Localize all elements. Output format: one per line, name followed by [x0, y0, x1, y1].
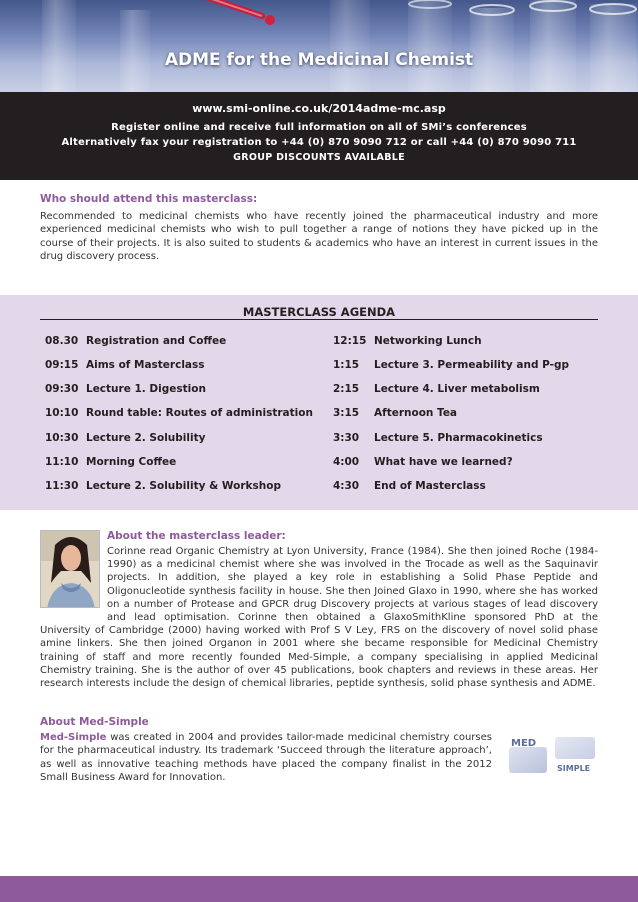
agenda-item: Lecture 2. Solubility	[86, 432, 206, 444]
agenda-item: Registration and Coffee	[86, 335, 227, 347]
agenda-item: Afternoon Tea	[374, 407, 458, 419]
agenda-item: Morning Coffee	[86, 456, 177, 468]
company-name: Med-Simple	[40, 732, 107, 743]
agenda-time: 3:15	[333, 407, 360, 419]
agenda-divider	[40, 319, 598, 320]
agenda-item: Aims of Masterclass	[86, 359, 205, 371]
leader-bio-line: Corinne read Organic Chemistry at Lyon University, France (1984). She then joined Roche (1984-	[107, 546, 598, 557]
leader-bio-line: Oligonucleotide synthesis facility in house. She then Joined Glaxo in 1990, where she has worked	[107, 585, 598, 597]
agenda-time: 11:10	[45, 456, 79, 468]
group-discounts-line: GROUP DISCOUNTS AVAILABLE	[233, 152, 405, 163]
leader-bio-line: projects. In addition, she played a key role in establishing a Solid Phase Peptide and	[107, 572, 598, 584]
agenda-time: 12:15	[333, 335, 367, 347]
company-description: was created in 2004 and provides tailor-made medicinal chemistry courses for the pharmaceutical industry. Its trademark ‘Succeed through the literature approach’, as well as innovative teaching methods have placed the company finalist in the 2012 Small Business Award for Innovation.	[40, 732, 492, 783]
svg-text:SIMPLE: SIMPLE	[557, 764, 591, 773]
hero-banner	[0, 0, 638, 92]
agenda-time: 2:15	[333, 383, 360, 395]
leader-bio-line: University of Cambridge (2000) having worked with Prof S V Ley, FRS on the discovery of novel solid phase	[40, 625, 598, 637]
registration-band	[0, 92, 638, 180]
agenda-item: What have we learned?	[374, 456, 513, 468]
agenda-time: 09:15	[45, 359, 79, 371]
leader-heading: About the masterclass leader:	[107, 530, 286, 542]
agenda-time: 1:15	[333, 359, 360, 371]
agenda-time: 4:00	[333, 456, 360, 468]
leader-bio	[40, 546, 598, 691]
who-should-attend-section	[40, 193, 598, 263]
agenda-item: Networking Lunch	[374, 335, 482, 347]
test-tubes-image	[0, 0, 638, 92]
leader-bio-line: research interests include the design of chemical libraries, peptide synthesis, solid phase synthesis and ADME.	[40, 677, 596, 689]
agenda-item: Lecture 5. Pharmacokinetics	[374, 432, 543, 444]
agenda-section	[0, 295, 638, 510]
website-link[interactable]: www.smi-online.co.uk/2014adme-mc.asp	[192, 102, 446, 115]
leader-bio-line: Chemistry training. She is the author of over 45 publications, book chapters and reviews in these areas. Her	[40, 664, 598, 676]
agenda-time: 08.30	[45, 335, 79, 347]
leader-bio-line: amine linkers. She then joined Organon in 2001 where she became responsible for Medicinal Chemistry	[40, 638, 598, 650]
agenda-time: 09:30	[45, 383, 79, 395]
agenda-time: 10:30	[45, 432, 79, 444]
register-line: Register online and receive full information on all of SMi’s conferences	[111, 122, 527, 133]
agenda-item: Lecture 3. Permeability and P-gp	[374, 359, 570, 371]
leader-bio-line: on a number of Protease and GPCR drug Discovery projects at various stages of lead discovery	[107, 598, 598, 610]
agenda-item: Lecture 1. Digestion	[86, 383, 206, 395]
who-should-attend-text: Recommended to medicinal chemists who have recently joined the pharmaceutical industry and more experienced medicinal chemists who wish to pull together a range of notions they have picked up in the course of their projects. It is also suited to students & academics who have an interest in current issues in the drug discovery process.	[40, 211, 598, 262]
fax-call-line: Alternatively fax your registration to +44 (0) 870 9090 712 or call +44 (0) 870 9090 711	[61, 137, 577, 148]
svg-text:MED: MED	[511, 738, 537, 749]
footer-bar	[0, 876, 638, 902]
agenda-item: Lecture 2. Solubility & Workshop	[86, 480, 281, 492]
page-title: ADME for the Medicinal Chemist	[164, 50, 474, 70]
agenda-title: MASTERCLASS AGENDA	[242, 305, 396, 319]
who-should-attend-heading: Who should attend this masterclass:	[40, 193, 258, 205]
agenda-time: 11:30	[45, 480, 79, 492]
about-med-simple-text	[40, 731, 492, 784]
agenda-time: 4:30	[333, 480, 360, 492]
med-simple-logo	[507, 735, 599, 775]
agenda-item: End of Masterclass	[374, 480, 486, 492]
leader-bio-line: training of staff and more recently founded Med-Simple, a company specialising in applied Medicinal	[40, 651, 598, 663]
agenda-item: Round table: Routes of administration	[86, 407, 313, 419]
about-med-simple-heading: About Med-Simple	[40, 716, 149, 728]
leader-bio-line: 1990) as a medicinal chemist where she was involved in the Trocade as well as the Saquinavir	[107, 559, 598, 571]
leader-bio-line: and lead optimisation. Corinne then obtained a GlaxoSmithKline sponsored PhD at the	[107, 611, 598, 623]
agenda-item: Lecture 4. Liver metabolism	[374, 383, 540, 395]
agenda-time: 3:30	[333, 432, 360, 444]
agenda-time: 10:10	[45, 407, 79, 419]
